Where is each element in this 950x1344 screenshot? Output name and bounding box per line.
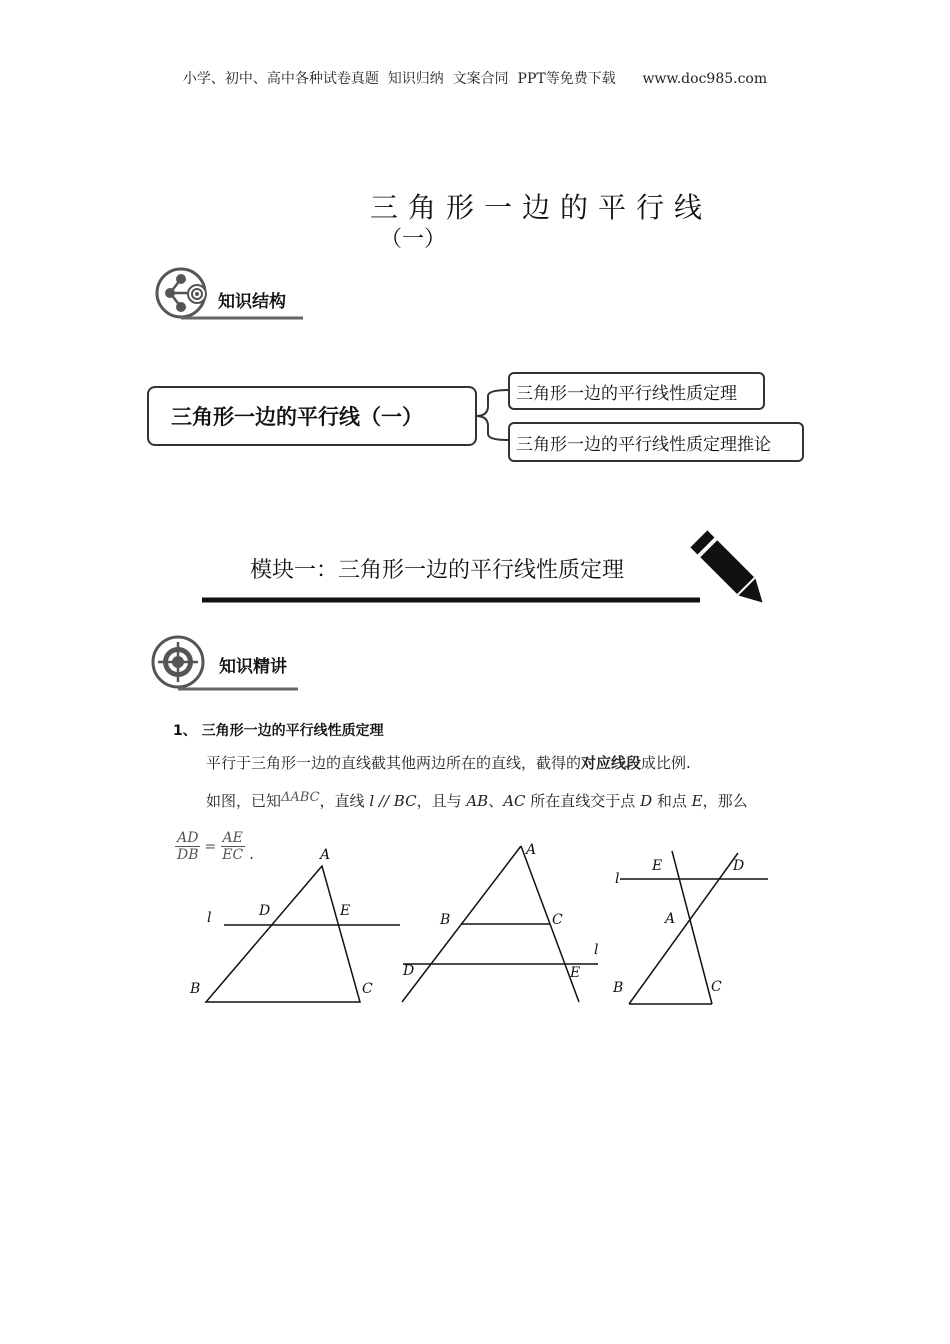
page-subtitle-text: （一） [380, 227, 447, 252]
fig3-label-a: A [665, 911, 676, 927]
explain-label: 知识精讲 [219, 657, 287, 677]
pencil-icon [690, 530, 771, 611]
fig2-label-a: A [526, 842, 537, 858]
figure-2 [395, 838, 605, 1008]
theorem-text-1: 平行于三角形一边的直线截其他两边所在的直线，截得的 [206, 754, 582, 772]
fig1-label-c: C [362, 981, 373, 997]
theorem-text-2: 成比例. [641, 754, 691, 772]
structure-label: 知识结构 [218, 292, 286, 312]
setup-ac: AC [503, 792, 526, 810]
setup-ab: AB [466, 792, 489, 810]
crosshair-icon [158, 642, 198, 682]
mindmap-main-node [147, 386, 477, 446]
module-title: 模块一：三角形一边的平行线性质定理 [250, 558, 625, 583]
fig3-line-ec [672, 851, 712, 1004]
theorem-bold-term: 对应线段 [581, 754, 642, 772]
fig1-label-b: B [190, 981, 201, 997]
setup-triangle: ΔABC [281, 790, 320, 805]
ratio-equals: = [204, 838, 217, 855]
mindmap-child-node-1 [508, 372, 765, 410]
fig1-triangle [206, 866, 360, 1002]
setup-text-c: ，且与 [416, 792, 467, 810]
fig1-label-a: A [320, 847, 331, 863]
fig2-label-d: D [403, 963, 415, 979]
fig3-label-l: l [615, 871, 620, 887]
fig2-label-e: E [570, 965, 581, 981]
mindmap-child-label-2: 三角形一边的平行线性质定理推论 [516, 434, 771, 455]
ratio-left-denominator: DB [177, 847, 199, 863]
theorem-setup [206, 790, 748, 811]
theorem-heading: 1、 三角形一边的平行线性质定理 [173, 723, 384, 739]
fig3-label-c: C [711, 979, 722, 995]
fig1-label-l: l [207, 910, 212, 926]
page-title: 三角形一边的平行线 [370, 191, 713, 224]
setup-text-e: 所在直线交于点 [525, 792, 641, 810]
fig1-label-d: D [259, 903, 271, 919]
fig3-label-e: E [652, 858, 663, 874]
fig3-label-b: B [613, 980, 624, 996]
mindmap-child-label-1: 三角形一边的平行线性质定理 [516, 383, 737, 404]
fig3-label-d: D [733, 858, 745, 874]
setup-text-d: 、 [488, 792, 504, 810]
setup-text-b: ，直线 [319, 792, 370, 810]
ratio-right-denominator: EC [222, 847, 244, 863]
setup-text-a: 如图，已知 [206, 792, 282, 810]
fig1-label-e: E [340, 903, 351, 919]
setup-point-e: E [691, 792, 703, 810]
fig2-label-l: l [594, 942, 599, 958]
setup-point-d: D [640, 792, 653, 810]
site-header: 小学、初中、高中各种试卷真题 知识归纳 文案合同 PPT等免费下载 www.doc985.com [182, 71, 768, 87]
mindmap-child-node-2 [508, 422, 804, 462]
fig2-label-c: C [552, 912, 563, 928]
ratio-left-numerator: AD [177, 830, 199, 846]
target-icon [188, 285, 206, 303]
figure-1 [180, 840, 410, 1010]
setup-text-g: ，那么 [702, 792, 748, 810]
ratio-period: . [249, 846, 254, 863]
mindmap-main-label: 三角形一边的平行线（一） [171, 405, 423, 429]
fig2-label-b: B [440, 912, 451, 928]
setup-text-f: 和点 [652, 792, 692, 810]
module-banner-graphic [200, 530, 760, 610]
setup-parallel: l // BC [369, 792, 417, 810]
page-subtitle [380, 222, 447, 252]
theorem-statement [206, 752, 691, 773]
ratio-right-numerator: AE [222, 830, 243, 846]
figure-3 [610, 845, 780, 1010]
